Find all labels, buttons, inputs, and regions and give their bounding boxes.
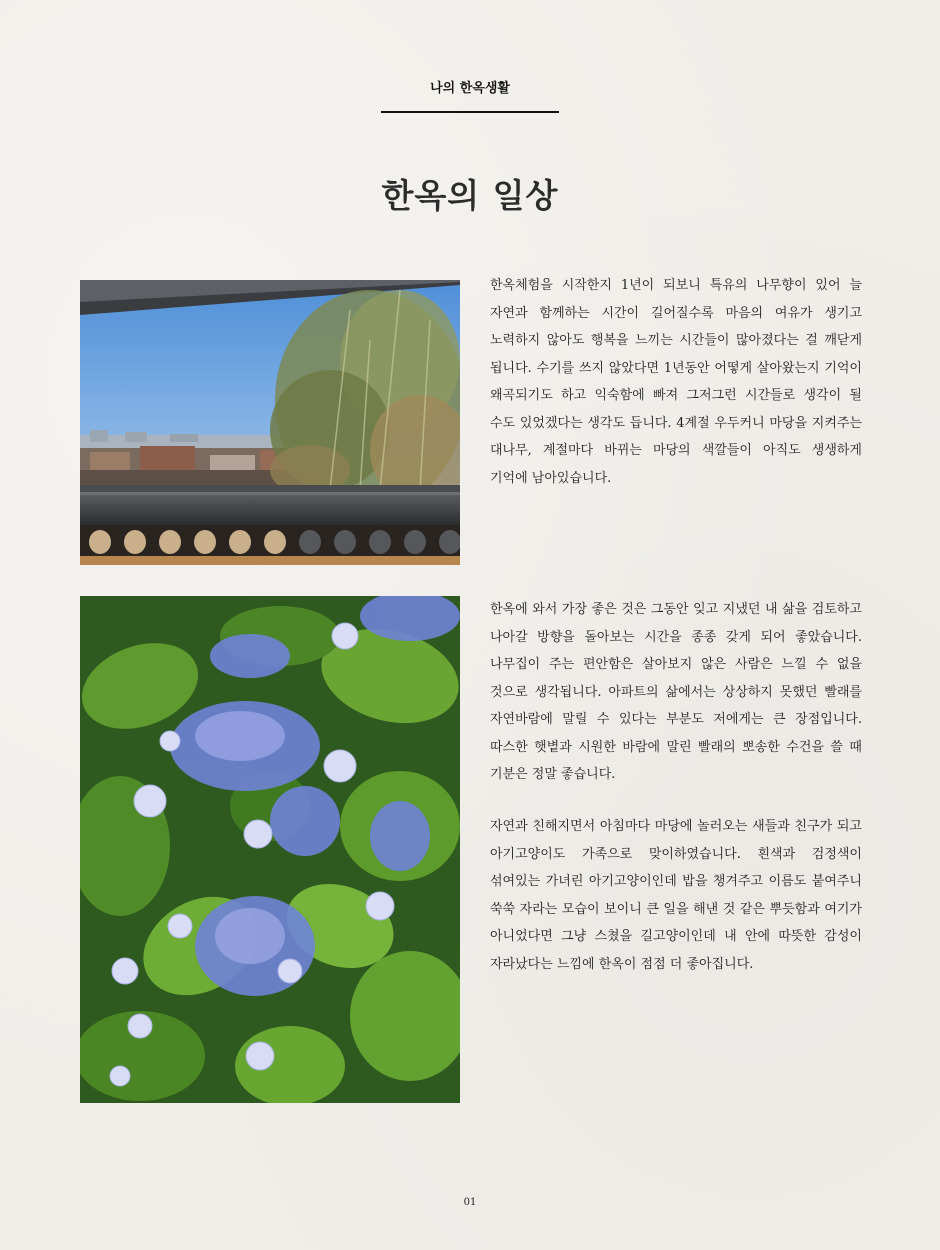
- paragraph-3: 자연과 친해지면서 아침마다 마당에 놀러오는 새들과 친구가 되고 아기고양이도 가족으로 맞이하였습니다. 흰색과 검정색이 섞여있는 가녀린 아기고양이인데 밥을 챙겨주고 이름도 붙여주니 쑥쑥 자라는 모습이 보이니 큰 일을 해낸 것 같은 뿌듯함과 여기가 아니었다면 그냥 스쳤을 길고양이인데 내 안에 따뜻한 감성이 자라났다는 느낌에 한옥이 점점 더 좋아집니다.: [490, 819, 862, 972]
- hanok-roof-photo: [80, 280, 460, 565]
- header-divider: [381, 111, 559, 113]
- page-number: 01: [463, 1197, 477, 1208]
- page-title: 한옥의 일상: [381, 176, 559, 215]
- section-label: 나의 한옥생활: [430, 81, 510, 96]
- paragraph-1: 한옥체험을 시작한지 1년이 되보니 특유의 나무향이 있어 늘 자연과 함께하는 시간이 길어질수록 마음의 여유가 생기고 노력하지 않아도 행복을 느끼는 시간들이 많아졌다는 걸 깨닫게 됩니다. 수기를 쓰지 않았다면 1년동안 어떻게 살아왔는지 기억이 왜곡되기도 하고 익숙함에 빠져 그저그런 시간들로 생각이 될 수도 있었겠다는 생각도 듭니다. 4계절 우두커니 마당을 지켜주는 대나무, 계절마다 바뀌는 마당의 색깔들이 아직도 생생하게 기억에 남아있습니다.: [490, 278, 862, 486]
- hydrangea-photo: [80, 596, 460, 1103]
- paragraph-2: 한옥에 와서 가장 좋은 것은 그동안 잊고 지냈던 내 삶을 검토하고 나아갈 방향을 돌아보는 시간을 종종 갖게 되어 좋았습니다. 나무집이 주는 편안함은 살아보지 않은 사람은 느낄 수 없을 것으로 생각됩니다. 아파트의 삶에서는 상상하지 못했던 빨래를 자연바람에 말릴 수 있다는 부분도 저에게는 큰 장점입니다. 따스한 햇볕과 시원한 바람에 말린 빨래의 뽀송한 수건을 쓸 때 기분은 정말 좋습니다.: [490, 602, 862, 782]
